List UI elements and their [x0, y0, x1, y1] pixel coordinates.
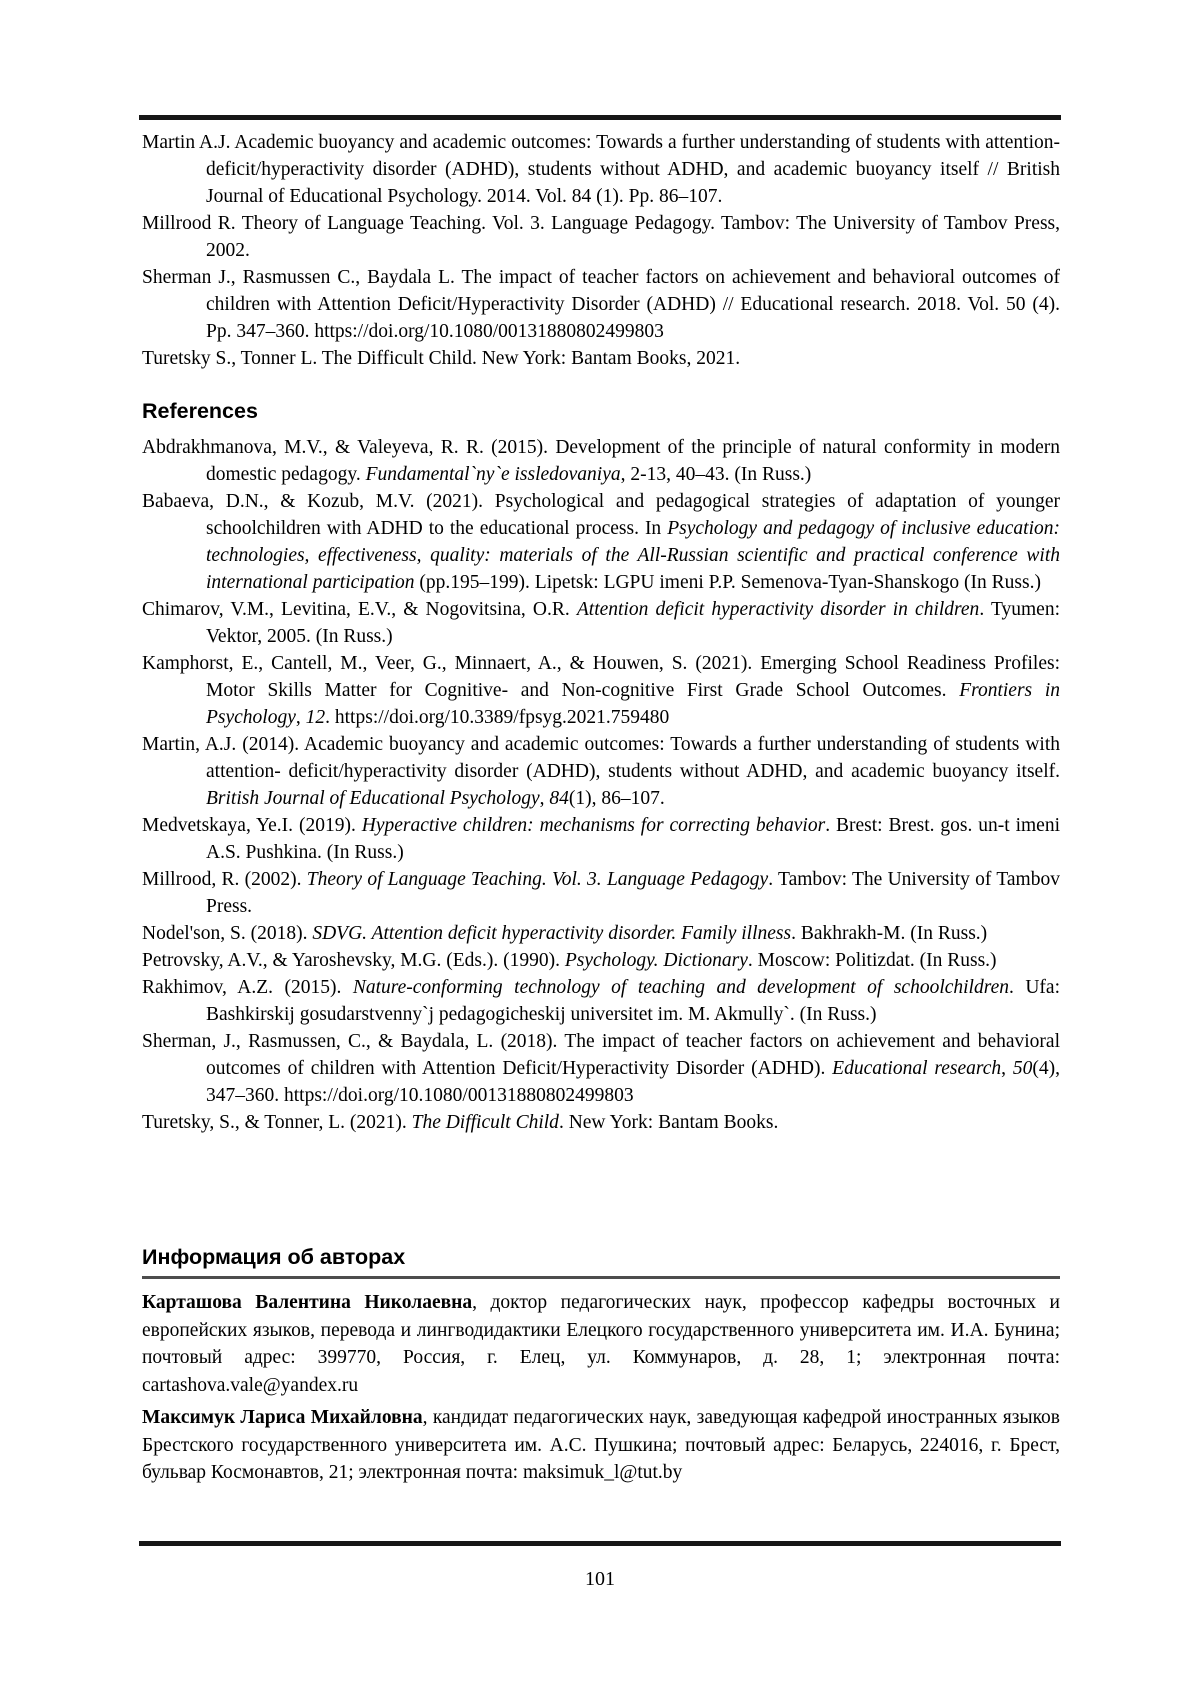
- text-run: Martin A.J. Academic buoyancy and academic outcomes: Towards a further understanding of students with attention- deficit/hyperactivity disorder (ADHD), students without ADHD, and academic buoyancy itself // British Journal of Educational Psychology. 2014. Vol. 84 (1). Pp. 86–107.: [142, 132, 1060, 207]
- reference-item: [142, 731, 1060, 812]
- text-run: Psychology and pedagogy of inclusive education: technologies, effectiveness, quality: materials of the All-Russian scientific and practical conference with international participation: [206, 518, 1060, 593]
- text-run: SDVG. Attention deficit hyperactivity disorder. Family illness: [312, 923, 792, 944]
- page-number: 101: [585, 1568, 615, 1590]
- text-run: Rakhimov, A.Z. (2015).: [142, 977, 353, 998]
- text-run: Petrovsky, A.V., & Yaroshevsky, M.G. (Eds.). (1990).: [142, 950, 565, 971]
- apa-reference-list: [142, 434, 1060, 1136]
- reference-item: [142, 1028, 1060, 1109]
- text-run: Attention deficit hyperactivity disorder in children: [576, 599, 980, 620]
- authors-heading-divider: [142, 1276, 1060, 1279]
- text-run: (4), 347–360. https://doi.org/10.1080/00131880802499803: [206, 1058, 1060, 1106]
- text-run: Millrood R. Theory of Language Teaching. Vol. 3. Language Pedagogy. Tambov: The University of Tambov Press, 2002.: [142, 213, 1060, 261]
- text-run: . Ufa: Bashkirskij gosudarstvenny`j pedagogicheskij universitet im. M. Akmully`. (In Russ.): [206, 977, 1060, 1025]
- text-run: Turetsky S., Tonner L. The Difficult Child. New York: Bantam Books, 2021.: [142, 348, 741, 369]
- text-run: Martin, A.J. (2014). Academic buoyancy and academic outcomes: Towards a further understanding of students with attention- deficit/hyperactivity disorder (ADHD), students without ADHD, and academic buoyancy itself.: [142, 734, 1060, 782]
- reference-item: [142, 974, 1060, 1028]
- reference-item: [142, 866, 1060, 920]
- text-run: Kamphorst, E., Cantell, M., Veer, G., Minnaert, A., & Houwen, S. (2021). Emerging School Readiness Profiles: Motor Skills Matter for Cognitive- and Non-cognitive First Grade School Outcomes.: [142, 653, 1060, 701]
- text-run: Nature-conforming technology of teaching and development of schoolchildren: [352, 977, 1009, 998]
- text-run: Millrood, R. (2002).: [142, 869, 307, 890]
- gost-reference-list: [142, 129, 1060, 372]
- text-run: . New York: Bantam Books.: [558, 1112, 779, 1133]
- reference-item: [142, 812, 1060, 866]
- reference-item: [142, 129, 1060, 210]
- text-run: . Moscow: Politizdat. (In Russ.): [747, 950, 997, 971]
- page-content: [142, 129, 1060, 1136]
- text-run: . Tyumen: Vektor, 2005. (In Russ.): [206, 599, 1061, 647]
- text-run: , 2-13, 40–43. (In Russ.): [620, 464, 812, 485]
- text-run: Hyperactive children: mechanisms for correcting behavior: [361, 815, 826, 836]
- text-run: . Bakhrakh-M. (In Russ.): [791, 923, 988, 944]
- text-run: Educational research: [832, 1058, 1002, 1079]
- text-run: Fundamental`ny`e issledovaniya: [365, 464, 621, 485]
- text-run: Frontiers in Psychology: [206, 680, 1060, 728]
- text-run: Babaeva, D.N., & Kozub, M.V. (2021). Psychological and pedagogical strategies of adaptation of younger schoolchildren with ADHD to the educational process. In: [142, 491, 1060, 539]
- text-run: Theory of Language Teaching. Vol. 3. Language Pedagogy: [306, 869, 769, 890]
- author-bio: [142, 1289, 1060, 1399]
- authors-info-section: [142, 1243, 1060, 1487]
- text-run: Sherman, J., Rasmussen, C., & Baydala, L. (2018). The impact of teacher factors on achievement and behavioral outcomes of children with Attention Deficit/Hyperactivity Disorder (ADHD).: [142, 1031, 1060, 1079]
- reference-item: [142, 264, 1060, 345]
- top-border-rule: [139, 115, 1061, 120]
- text-run: 12: [305, 707, 326, 728]
- text-run: Medvetskaya, Ye.I. (2019).: [142, 815, 362, 836]
- text-run: ,: [1001, 1058, 1013, 1079]
- reference-item: [142, 434, 1060, 488]
- text-run: . https://doi.org/10.3389/fpsyg.2021.759480: [325, 707, 670, 728]
- text-run: ,: [539, 788, 550, 809]
- reference-item: [142, 947, 1060, 974]
- text-run: . Tambov: The University of Tambov Press.: [206, 869, 1060, 917]
- text-run: (pp.195–199). Lipetsk: LGPU imeni P.P. Semenova-Tyan-Shanskogo (In Russ.): [414, 572, 1041, 593]
- text-run: Nodel'son, S. (2018).: [142, 923, 313, 944]
- reference-item: [142, 488, 1060, 596]
- reference-item: [142, 345, 1060, 372]
- reference-item: [142, 920, 1060, 947]
- reference-item: [142, 596, 1060, 650]
- references-heading: References: [142, 399, 258, 423]
- text-run: . Brest: Brest. gos. un-t imeni A.S. Pushkina. (In Russ.): [206, 815, 1061, 863]
- reference-item: [142, 650, 1060, 731]
- authors-info-heading: Информация об авторах: [142, 1245, 406, 1269]
- text-run: Максимук Лариса Михайловна: [142, 1407, 423, 1428]
- author-bio-list: [142, 1289, 1060, 1487]
- text-run: (1), 86–107.: [568, 788, 665, 809]
- author-bio: [142, 1404, 1060, 1487]
- text-run: Карташова Валентина Николаевна: [142, 1292, 473, 1313]
- text-run: Sherman J., Rasmussen C., Baydala L. The impact of teacher factors on achievement and behavioral outcomes of children with Attention Deficit/Hyperactivity Disorder (ADHD) // Educational research. 2018. Vol. 50 (4). Pp. 347–360. https://doi.org/10.1080/00131880802499803: [142, 267, 1060, 342]
- text-run: British Journal of Educational Psychology: [206, 788, 540, 809]
- text-run: 84: [549, 788, 569, 809]
- reference-item: [142, 1109, 1060, 1136]
- text-run: The Difficult Child: [411, 1112, 559, 1133]
- reference-item: [142, 210, 1060, 264]
- text-run: 50: [1012, 1058, 1033, 1079]
- text-run: , кандидат педагогических наук, заведующая кафедрой иностранных языков Брестского государственного университета им. А.С. Пушкина; почтовый адрес: Беларусь, 224016, г. Брест, бульвар Космонавтов, 21; электронная почта: maksimuk_l@tut.by: [142, 1407, 1061, 1483]
- text-run: Turetsky, S., & Tonner, L. (2021).: [142, 1112, 412, 1133]
- text-run: ,: [295, 707, 306, 728]
- text-run: Chimarov, V.M., Levitina, E.V., & Nogovitsina, O.R.: [142, 599, 577, 620]
- text-run: Psychology. Dictionary: [564, 950, 748, 971]
- text-run: , доктор педагогических наук, профессор кафедры восточных и европейских языков, перевода и лингводидактики Елецкого государственного университета им. И.А. Бунина; почтовый адрес: 399770, Россия, г. Елец, ул. Коммунаров, д. 28, 1; электронная почта: cartashova.vale@yandex.ru: [142, 1292, 1060, 1396]
- bottom-border-rule: [139, 1541, 1061, 1546]
- text-run: Abdrakhmanova, M.V., & Valeyeva, R. R. (2015). Development of the principle of natural conformity in modern domestic pedagogy.: [142, 437, 1060, 485]
